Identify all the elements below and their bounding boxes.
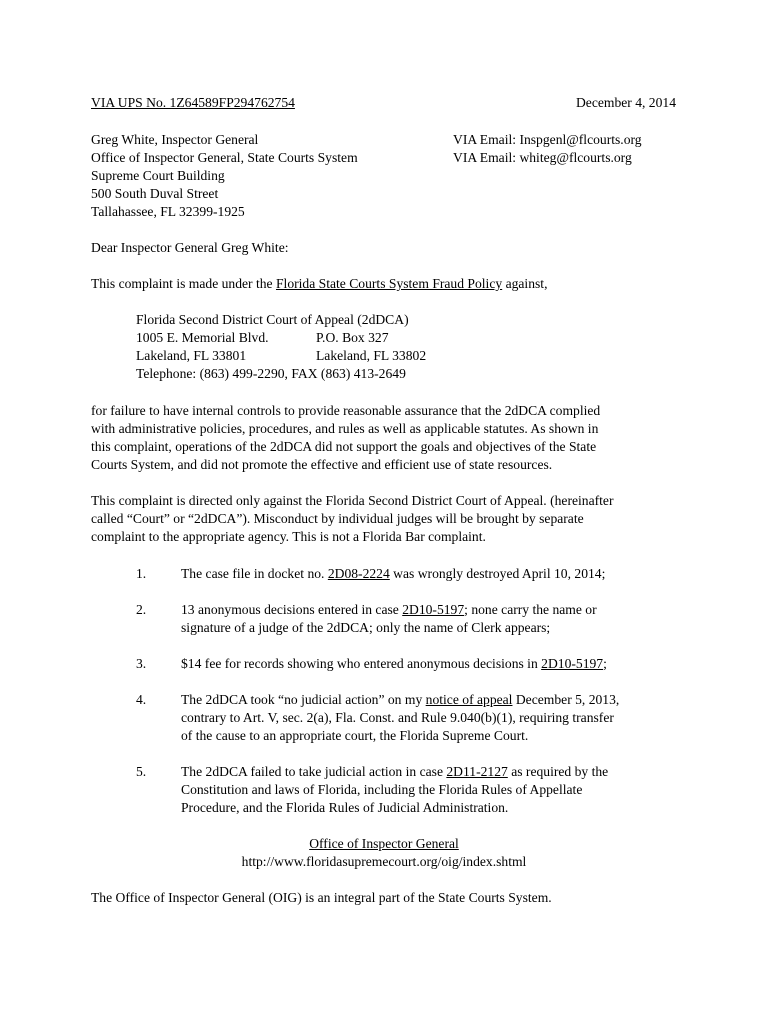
item-text: signature of a judge of the 2dDCA; only the name of Clerk appears; — [181, 620, 551, 635]
para1-line: with administrative policies, procedures, and rules as well as applicable statutes. As shown in — [91, 421, 599, 436]
respondent-phone: Telephone: (863) 499-2290, FAX (863) 413-2649 — [136, 366, 406, 381]
item-number: 2. — [136, 602, 147, 617]
para1-line: this complaint, operations of the 2dDCA did not support the goals and objectives of the State — [91, 439, 597, 454]
item-number: 1. — [136, 566, 147, 581]
ups-tracking-label: VIA UPS No. 1Z64589FP294762754 — [91, 95, 295, 110]
intro-line — [91, 275, 547, 293]
oig-heading-link[interactable]: Office of Inspector General — [309, 836, 459, 851]
closing-line: The Office of Inspector General (OIG) is an integral part of the State Courts System. — [91, 890, 552, 905]
respondent-street: 1005 E. Memorial Blvd. — [136, 330, 269, 345]
docket-link[interactable]: 2D11-2127 — [446, 764, 508, 779]
intro-text: against, — [502, 276, 548, 291]
item-text: contrary to Art. V, sec. 2(a), Fla. Const. and Rule 9.040(b)(1), requiring transfer — [181, 710, 614, 725]
respondent-name: Florida Second District Court of Appeal (2dDCA) — [136, 312, 409, 327]
email-line: VIA Email: Inspgenl@flcourts.org — [453, 132, 642, 147]
respondent-city: Lakeland, FL 33802 — [316, 348, 427, 363]
item-text: The case file in docket no. — [181, 566, 328, 581]
item-text: Procedure, and the Florida Rules of Judicial Administration. — [181, 800, 509, 815]
para2-line: called “Court” or “2dDCA”). Misconduct by individual judges will be brought by separate — [91, 511, 584, 526]
recipient-line: Tallahassee, FL 32399-1925 — [91, 204, 245, 219]
list-item — [181, 565, 605, 583]
list-item — [181, 691, 619, 709]
para2-line: complaint to the appropriate agency. This is not a Florida Bar complaint. — [91, 529, 486, 544]
item-number: 4. — [136, 692, 147, 707]
fraud-policy-link[interactable]: Florida State Courts System Fraud Policy — [275, 276, 503, 291]
list-item — [181, 601, 597, 619]
oig-url[interactable]: http://www.floridasupremecourt.org/oig/index.shtml — [241, 854, 527, 869]
recipient-line: Office of Inspector General, State Courts System — [91, 150, 358, 165]
item-text: 13 anonymous decisions entered in case — [181, 602, 403, 617]
item-text: was wrongly destroyed April 10, 2014; — [389, 566, 606, 581]
para1-line: Courts System, and did not promote the effective and efficient use of state resources. — [91, 457, 553, 472]
item-text: ; — [603, 656, 607, 671]
item-text: as required by the — [507, 764, 609, 779]
list-item — [181, 655, 607, 673]
respondent-po-box: P.O. Box 327 — [316, 330, 389, 345]
item-number: 3. — [136, 656, 147, 671]
para1-line: for failure to have internal controls to provide reasonable assurance that the 2dDCA complied — [91, 403, 601, 418]
recipient-line: Supreme Court Building — [91, 168, 225, 183]
salutation: Dear Inspector General Greg White: — [91, 240, 289, 255]
docket-link[interactable]: 2D08-2224 — [327, 566, 390, 581]
recipient-line: Greg White, Inspector General — [91, 132, 259, 147]
item-text: The 2dDCA failed to take judicial action in case — [181, 764, 447, 779]
item-number: 5. — [136, 764, 147, 779]
item-text: Constitution and laws of Florida, including the Florida Rules of Appellate — [181, 782, 583, 797]
notice-of-appeal-link[interactable]: notice of appeal — [425, 692, 513, 707]
para2-line: This complaint is directed only against the Florida Second District Court of Appeal. (hereinafter — [91, 493, 614, 508]
item-text: ; none carry the name or — [464, 602, 597, 617]
item-text: $14 fee for records showing who entered anonymous decisions in — [181, 656, 542, 671]
docket-link[interactable]: 2D10-5197 — [402, 602, 465, 617]
intro-text: This complaint is made under the — [91, 276, 276, 291]
respondent-city: Lakeland, FL 33801 — [136, 348, 247, 363]
docket-link[interactable]: 2D10-5197 — [541, 656, 604, 671]
email-line: VIA Email: whiteg@flcourts.org — [453, 150, 632, 165]
recipient-line: 500 South Duval Street — [91, 186, 219, 201]
list-item — [181, 763, 608, 781]
item-text: December 5, 2013, — [512, 692, 620, 707]
item-text: The 2dDCA took “no judicial action” on my — [181, 692, 426, 707]
letter-date: December 4, 2014 — [575, 95, 676, 110]
item-text: of the cause to an appropriate court, the Florida Supreme Court. — [181, 728, 529, 743]
